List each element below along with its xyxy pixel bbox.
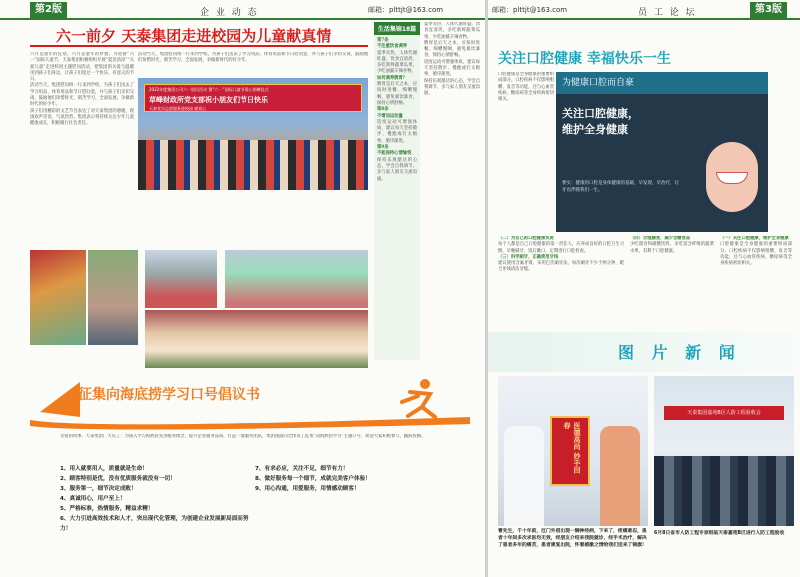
tip-number: 第8条 xyxy=(377,107,389,113)
hero-title-line: 维护全身健康 xyxy=(562,123,628,136)
banner-text: 天泰党员志愿服务进校园 献爱心 xyxy=(149,106,207,111)
slogan-item: 6、大力引进高效技术和人才，突出现代化管理，为创建企业发展新局面而努力！ xyxy=(60,516,249,532)
health-tips-column-2 xyxy=(424,22,480,360)
banner-text: 2022年度集团公司六一慰问活动 暨“六一”国际儿童节爱心捐赠仪式 xyxy=(149,87,269,92)
oral-section-title: （四）合理膳食，减少含糖食品 xyxy=(630,236,691,241)
banner-inscription: 医德高尚 妙手回春 xyxy=(563,422,581,474)
tip-body: 保持乐观豁达的心态，学会自我调节，多与家人朋友交流沟通。 xyxy=(377,157,417,182)
oral-text-col2 xyxy=(498,236,624,326)
oral-section-title: （三）科学刷牙，正确使用牙线 xyxy=(498,254,559,260)
meeting-attendees xyxy=(654,456,794,526)
main-event-photo xyxy=(138,78,368,190)
tip-body: 脾胃是后天之本，应按时进餐、细嚼慢咽，避免暴饮暴食，保持心情舒畅。 xyxy=(424,40,480,59)
left-page-header xyxy=(0,0,485,20)
photo-kids-group xyxy=(88,250,138,345)
slogan-item: 5、严格标准，热情服务，精益求精！ xyxy=(60,506,154,512)
health-tips-body xyxy=(374,35,420,360)
photo-civil-defense xyxy=(654,376,794,526)
photo-news-title: 图 片 新 闻 xyxy=(618,343,741,362)
oral-section-title: （二）为自己的口腔健康负责 xyxy=(498,236,554,241)
oral-text-col1 xyxy=(498,72,554,232)
headline-rule xyxy=(30,45,368,47)
section-title: 企 业 动 态 xyxy=(200,8,259,18)
health-tips-title: 生活集锦18篇 xyxy=(374,22,420,35)
article-paragraph: 活动当天，集团慰问组一行来到学校，为孩子们送去了学习用品、体育用品和节日慰问金，并与孩子们亲切交谈，鼓励他们珍惜时光、刻苦学习、全面发展，争做新时代的好少年。 xyxy=(30,83,134,108)
slogan-item: 8、做好服务每一个细节，成就完美客户体验！ xyxy=(255,476,371,482)
oral-health-hero xyxy=(556,72,768,232)
slogan-list-left xyxy=(60,464,250,574)
photo-classroom xyxy=(225,250,368,308)
photo-caption-1: 曹先生，千十年前，厄门外借出现一辆神经病，下来了，疼痛难忍，患者十年间多次求医均无效，经朋友介绍来我院就诊，经手术治疗，解决了患者多年的痛苦，患者康复出院，怀着感激之情给我们送来了锦旗！ xyxy=(498,529,647,548)
page-number-badge: 第3版 xyxy=(750,2,787,18)
slogan-list-right xyxy=(255,464,477,574)
crowd-photo-area xyxy=(138,140,368,190)
oral-text-col4 xyxy=(720,236,792,326)
banner-text: 草峰财政所党支部祝小朋友们节日快乐 xyxy=(149,96,268,104)
tip-body: 夏季炎热，人体代谢旺盛，饮食宜清淡，多吃新鲜蔬菜瓜果，少吃油腻辛辣食物。 xyxy=(424,22,480,40)
article-paragraph: 活动当天，集团慰问组一行来到学校，为孩子们送去了学习用品、体育用品和节日慰问金，并与孩子们亲切交谈，鼓励他们珍惜时光、刻苦学习、全面发展，争做新时代的好少年。 xyxy=(138,52,368,64)
oral-body: 少吃甜食和碳酸饮料，多吃富含纤维的蔬菜水果，有利于口腔健康。 xyxy=(630,242,714,254)
slogan-item: 7、有求必应，关注不足，细节有力！ xyxy=(255,466,349,472)
photo-caption-2: 6月8日省市人防工程专家组临天泰嘉苑B区进行人防工程验收 xyxy=(654,531,785,536)
right-page xyxy=(488,0,800,577)
photo-cake xyxy=(145,310,368,368)
event-banner xyxy=(144,84,362,112)
tip-title: 不注重饮食调养 xyxy=(377,44,408,50)
hero-caption: 要实：健康的口腔是身体健康的基础，早发现、早治疗，让牙齿伴随我们一生。 xyxy=(562,181,679,193)
photo-hospital-banner xyxy=(498,376,648,526)
smile-illustration xyxy=(706,142,758,212)
photo-award xyxy=(145,250,217,308)
page-number-badge: 第2版 xyxy=(30,2,67,18)
oral-health-headline: 关注口腔健康 幸福快乐一生 xyxy=(498,51,671,67)
article-paragraph: 孩子们用精彩的文艺节目表达了对天泰集团的感谢，现场欢声笑语，气氛热烈。集团表示将持续关注少年儿童健康成长，积极履行社会责任。 xyxy=(30,108,134,127)
main-headline: 六一前夕 天泰集团走进校园为儿童献真情 xyxy=(56,27,332,45)
tip-title: 不增加运动量 xyxy=(377,113,403,119)
oral-text-col3 xyxy=(630,236,714,326)
hero-subtitle: 为健康口腔而自豪 xyxy=(556,72,768,94)
oral-body: 口腔健康是全身健康的重要组成部分。口腔疾病不仅影响咀嚼、发音等功能，还与心血管疾病、糖尿病等全身疾病密切相关。 xyxy=(498,72,554,103)
hero-title-line: 关注口腔健康， xyxy=(562,107,639,120)
photo-news-band xyxy=(488,332,800,372)
hero-title xyxy=(562,106,639,138)
tip-number: 第9条 xyxy=(377,145,389,151)
tip-body: 保持乐观豁达的心态，学会自我调节，多与家人朋友交流沟通。 xyxy=(424,78,480,97)
tip-body: 适度运动可增强体质，建议每天坚持散步、慢跑或打太极拳，循序渐进。 xyxy=(377,119,417,144)
tip-title: 如何调养脾胃？ xyxy=(377,75,408,81)
oral-section-title: （一）关注口腔健康，维护全身健康 xyxy=(720,236,789,241)
tip-body: 脾胃是后天之本，应按时进餐、细嚼慢咽，避免暴饮暴食，保持心情舒畅。 xyxy=(377,82,417,106)
site-banner: 天泰集团嘉苑B区人防工程验收会 xyxy=(664,406,784,420)
oral-body: 每个人都是自己口腔健康的第一责任人，应养成良好的口腔卫生习惯，早晚刷牙，饭后漱口，定期进行口腔检查。 xyxy=(498,242,624,254)
email-text: 邮箱：plttjt@163.com xyxy=(492,6,568,14)
slogan-banner xyxy=(30,372,480,432)
slogan-item: 9、用心沟通，用爱服务，用情感动顾客！ xyxy=(255,486,360,492)
doctor-figure xyxy=(504,426,544,526)
tip-number: 第7条 xyxy=(377,38,389,43)
slogan-title: 征集向海底捞学习口号倡议书 xyxy=(78,387,260,403)
slogan-item: 3、服务第一，细节决定成败！ xyxy=(60,486,137,492)
oral-body: 建议使用含氟牙膏，采用巴氏刷牙法，每次刷牙不少于两分钟，配合牙线清洁牙缝。 xyxy=(498,261,624,273)
right-page-header xyxy=(488,0,800,20)
oral-body: 口腔健康是全身健康的重要组成部分。口腔疾病不仅影响咀嚼、发音等功能，还与心血管疾病、糖尿病等全身疾病密切相关。 xyxy=(720,242,792,267)
slogan-item: 4、真诚用心，用户至上！ xyxy=(60,496,126,502)
section-title: 员 工 论 坛 xyxy=(638,8,697,18)
slogan-intro: 亲爱的同事、天泰集团广大员工：为深入学习海底捞先进服务理念，提升企业服务品质，打造一流服务团队，集团现面向全体员工征集“向海底捞学习”主题口号，欢迎大家积极参与，踊跃投稿。 xyxy=(60,434,426,439)
slogan-item: 1、用人就要用人，质量就是生命！ xyxy=(60,466,148,472)
slogan-item: 2、顾客特别是优，没有优质服务就没有一切！ xyxy=(60,476,176,482)
article-paragraph: 六月是童年的狂欢，六月是童年的梦想。为迎接“六一”国际儿童节，天泰集团积极组织开展“夏送清凉”“关爱儿童”走进校园主题慰问活动，把集团的关爱与温暖送到孩子们身边，让孩子们度过一个快乐、有意义的节日。 xyxy=(30,52,134,83)
article-body-col2 xyxy=(138,52,368,76)
silk-banner xyxy=(550,416,590,486)
patient-figure xyxy=(600,426,640,526)
email-text: 邮箱：plttjt@163.com xyxy=(368,6,444,14)
photo-kids-certificate xyxy=(30,250,86,345)
tip-body: 适度运动可增强体质，建议每天坚持散步、慢跑或打太极拳，循序渐进。 xyxy=(424,59,480,78)
article-body-col1 xyxy=(30,52,134,192)
tip-title: 不能保持心情愉悦 xyxy=(377,151,412,157)
health-tips-column xyxy=(374,22,420,360)
tip-body: 夏季炎热，人体代谢旺盛，饮食宜清淡，多吃新鲜蔬菜瓜果，少吃油腻辛辣食物。 xyxy=(377,50,417,75)
